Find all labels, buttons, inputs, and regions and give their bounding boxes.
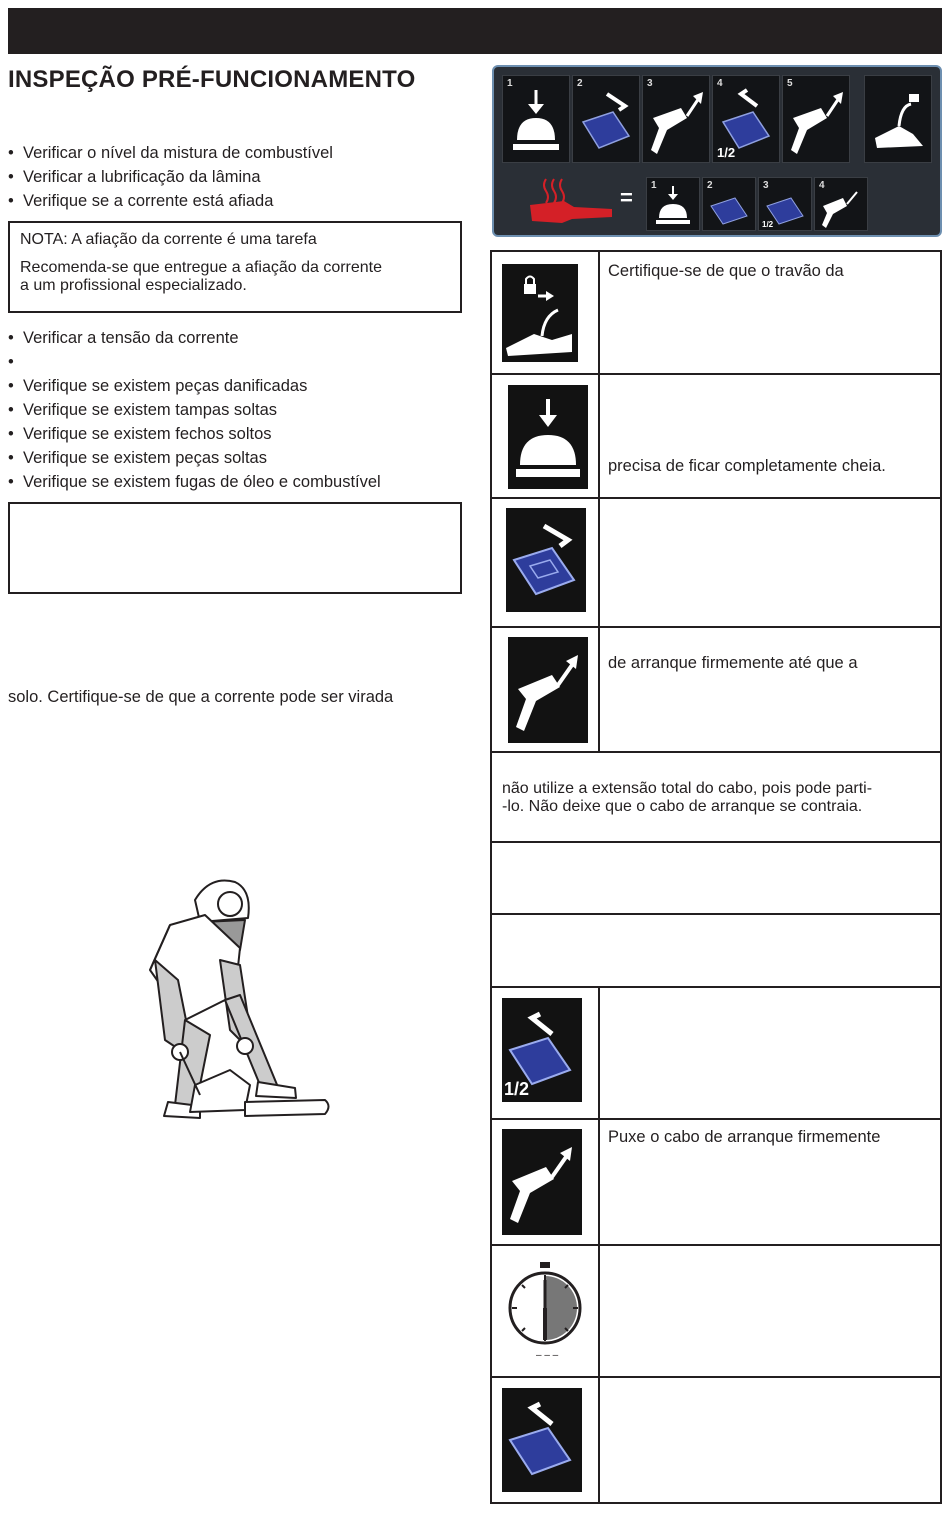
step-text: Puxe o cabo de arranque firmemente	[608, 1128, 881, 1146]
strip-step: 1	[646, 177, 700, 231]
checklist-item: •	[8, 353, 14, 371]
primer-bulb-icon	[508, 385, 588, 489]
starting-sequence-strip	[492, 65, 942, 237]
step-row	[492, 915, 940, 988]
strip-step: 4	[814, 177, 868, 231]
step-row	[492, 1246, 940, 1378]
half-label: 1/2	[504, 1079, 530, 1099]
checklist-item: • Verifique se existem peças soltas	[8, 449, 267, 467]
equals-sign: =	[620, 185, 633, 210]
operator-starting-chainsaw-illustration	[140, 870, 335, 1130]
note-box	[8, 221, 462, 313]
page-title: INSPEÇÃO PRÉ-FUNCIONAMENTO	[8, 66, 416, 93]
step-row	[492, 1120, 940, 1246]
step-text: precisa de ficar completamente cheia.	[608, 457, 886, 475]
chain-brake-icon	[865, 76, 931, 162]
strip-step: 3	[642, 75, 710, 163]
step-row	[492, 375, 940, 499]
step-row	[492, 628, 940, 753]
step-text: Certifique-se de que o travão da	[608, 262, 844, 280]
strip-step: 3 1/2	[758, 177, 812, 231]
checklist-item: • Verifique se existem tampas soltas	[8, 401, 278, 419]
step-row	[492, 753, 940, 843]
note-line: Recomenda-se que entregue a afiação da corrente a um profissional especializado.	[20, 259, 383, 294]
step-row	[492, 499, 940, 628]
stopwatch-icon	[504, 1258, 586, 1364]
strip-step: 2	[572, 75, 640, 163]
note-line: NOTA: A afiação da corrente é uma tarefa	[20, 231, 317, 248]
strip-step	[864, 75, 932, 163]
checklist-item: • Verifique se a corrente está afiada	[8, 192, 274, 210]
checklist-item: • Verificar a tensão da corrente	[8, 329, 239, 347]
strip-step: 4 1/2	[712, 75, 780, 163]
step-row	[492, 252, 940, 375]
stopwatch-caption: – – –	[536, 1350, 559, 1361]
step-text: de arranque firmemente até que a	[608, 654, 858, 672]
step-row	[492, 1378, 940, 1502]
step-row	[492, 988, 940, 1120]
step-text: não utilize a extensão total do cabo, pois pode parti- -lo. Não deixe que o cabo de arranque se contraia.	[502, 780, 873, 815]
warm-chainsaw-icon	[524, 177, 614, 227]
checklist-item: • Verifique se existem peças danificadas	[8, 377, 308, 395]
choke-off-icon	[502, 1388, 582, 1492]
checklist-item: • Verificar a lubrificação da lâmina	[8, 168, 261, 186]
choke-lever-icon	[506, 508, 586, 612]
header-bar	[8, 8, 942, 54]
step-row	[492, 843, 940, 915]
starting-steps-table	[490, 250, 942, 1504]
checklist-item: • Verifique se existem fechos soltos	[8, 425, 272, 443]
checklist-item: • Verificar o nível da mistura de combustível	[8, 144, 333, 162]
pull-starter-icon	[508, 637, 588, 743]
checklist-item: • Verifique se existem fugas de óleo e combustível	[8, 473, 381, 491]
strip-step: 5	[782, 75, 850, 163]
warning-box	[8, 502, 462, 594]
brake-lock-icon	[502, 264, 578, 362]
strip-step: 2	[702, 177, 756, 231]
strip-step: 1	[502, 75, 570, 163]
pull-starter-icon	[502, 1129, 582, 1235]
body-text: solo. Certifique-se de que a corrente pode ser virada	[8, 688, 394, 706]
